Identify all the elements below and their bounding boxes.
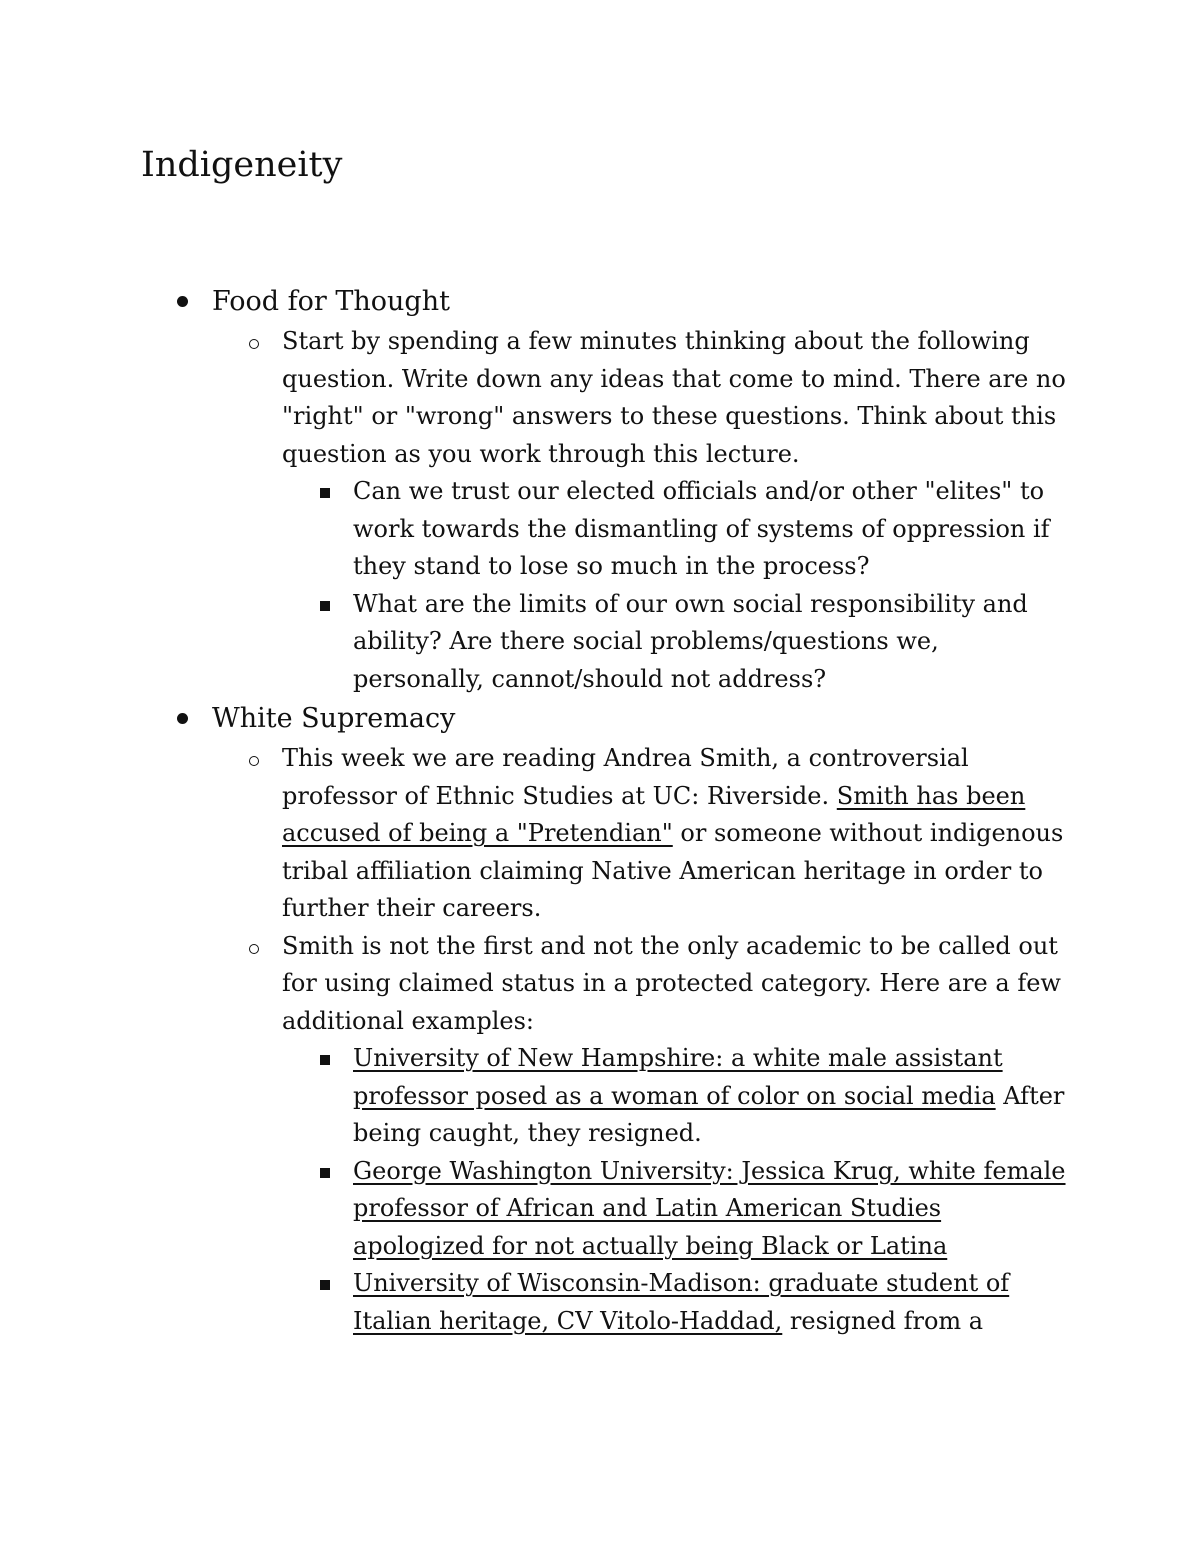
list-item xyxy=(282,1153,1200,1266)
square-bullet-icon xyxy=(320,1280,330,1290)
uw-madison-example-link[interactable]: University of Wisconsin-Madison: graduate student of Italian heritage, CV Vitolo-Haddad, xyxy=(353,1269,1010,1335)
list-item-text: or someone without indigenous tribal affiliation claiming Native American heritage in order to further their careers. xyxy=(282,819,1064,922)
square-bullet-icon xyxy=(320,1168,330,1178)
gwu-example-link[interactable]: George Washington University: Jessica Krug, white female professor of African and Latin American Studies apologized for not actually being Black or Latina xyxy=(353,1156,1066,1260)
filled-circle-bullet-icon xyxy=(177,713,188,724)
question-text: What are the limits of our own social responsibility and ability? Are there social problems/questions we, personally, cannot/should not address? xyxy=(353,589,1028,693)
pretendian-article-link[interactable]: Smith has been accused of being a "Pretendian" xyxy=(282,781,1026,847)
list-item xyxy=(212,323,1200,698)
hollow-circle-bullet-icon xyxy=(249,944,259,954)
unh-example-link[interactable]: University of New Hampshire: a white male assistant professor posed as a woman of color on social media xyxy=(353,1044,1003,1110)
list-item xyxy=(282,1265,1200,1340)
example-text: resigned from a xyxy=(782,1306,984,1335)
list-item xyxy=(212,928,1200,1341)
filled-circle-bullet-icon xyxy=(177,296,188,307)
list-item-text: This week we are reading Andrea Smith, a controversial professor of Ethnic Studies at UC: Riverside. xyxy=(282,744,969,810)
hollow-circle-bullet-icon xyxy=(249,756,259,766)
list-item xyxy=(282,473,1200,586)
hollow-circle-bullet-icon xyxy=(249,339,259,349)
question-text: Can we trust our elected officials and/or other "elites" to work towards the dismantling of systems of oppression if they stand to lose so much in the process? xyxy=(353,477,1050,580)
list-item xyxy=(282,1040,1200,1153)
section-heading: Food for Thought xyxy=(212,286,450,317)
list-item xyxy=(282,586,1200,699)
list-item xyxy=(212,740,1200,928)
list-item-text: Start by spending a few minutes thinking about the following question. Write down any ideas that come to mind. There are no "right" or "wrong" answers to these questions. Think about this question as you work through this lecture. xyxy=(282,327,1066,468)
list-item-text: Smith is not the first and not the only academic to be called out for using claimed status in a protected category. Here are a few additional examples: xyxy=(282,931,1061,1035)
example-text: After being caught, they resigned. xyxy=(353,1081,1065,1147)
square-bullet-icon xyxy=(320,601,330,611)
square-bullet-icon xyxy=(320,488,330,498)
square-bullet-icon xyxy=(320,1055,330,1065)
section-food-for-thought xyxy=(0,281,1200,698)
section-heading: White Supremacy xyxy=(212,703,456,734)
page-title: Indigeneity xyxy=(141,145,343,185)
section-white-supremacy xyxy=(0,698,1200,1340)
lecture-outline xyxy=(0,281,1200,1340)
